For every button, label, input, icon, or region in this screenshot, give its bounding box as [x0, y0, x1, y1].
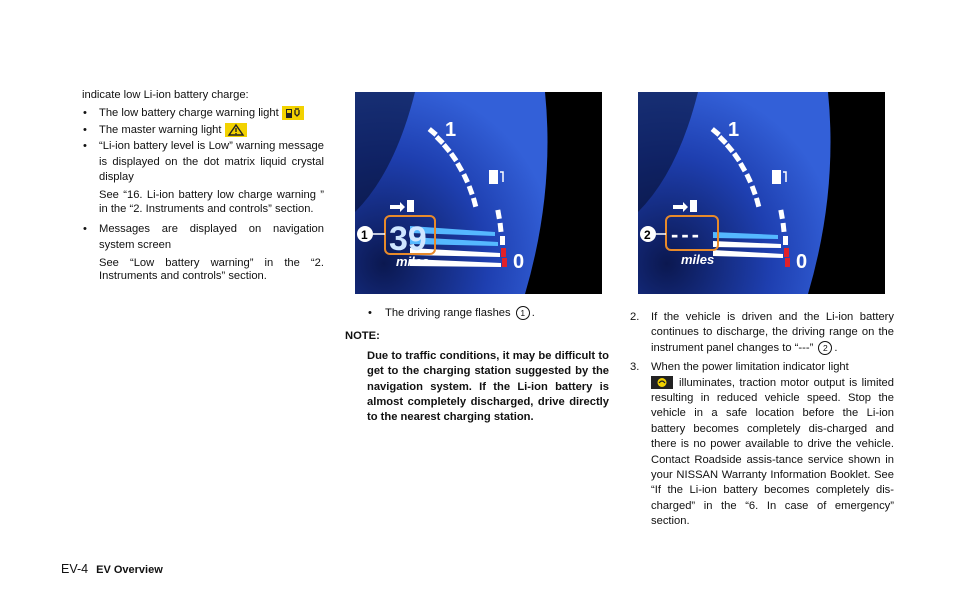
gauge-empty-label: 0 — [796, 251, 808, 273]
bullet-item: • The master warning light — [82, 123, 324, 138]
range-unit: miles — [681, 252, 715, 267]
left-column — [82, 88, 324, 290]
see-reference: See “16. Li-ion battery low charge warning ” in the “2. Instruments and controls” section. — [99, 189, 324, 215]
page-footer — [61, 562, 163, 578]
right-column — [630, 310, 894, 534]
note-heading: NOTE: — [345, 330, 380, 343]
instrument-panel-image-1 — [355, 92, 602, 294]
range-readout: 39 — [389, 220, 427, 258]
instrument-panel-image-2 — [638, 92, 885, 294]
numbered-item-3: 3. When the power limitation indicator light illuminates, traction motor output is limited resulting in reduced vehicle speed. Stop the vehicle in a safe location before the Li-ion battery becomes completely dis-charged and there is no power available to drive the vehicle. Contact Roadside assis-tance service shown in your NISSAN Warranty Information Booklet. See “If the Li-ion battery becomes completely dis-charged” in the “6. In case of emergency” section. — [630, 361, 894, 528]
bullet-item: • The low battery charge warning light — [82, 106, 324, 121]
callout-ref: 2 — [818, 341, 832, 355]
power-limitation-icon — [651, 376, 673, 389]
middle-column — [345, 306, 609, 426]
page-number: EV-4 — [61, 562, 89, 576]
range-unit: miles — [396, 254, 430, 269]
bullet-item: • “Li-ion battery level is Low” warning message is displayed on the dot matrix liquid crystal display — [83, 140, 324, 184]
callout-number: 1 — [361, 228, 368, 242]
section-name: EV Overview — [96, 564, 163, 576]
master-warning-icon — [225, 123, 247, 137]
callout-number: 2 — [644, 228, 651, 242]
bullet-item: • Messages are displayed on navigation system screen — [83, 223, 324, 251]
numbered-item-2: 2. If the vehicle is driven and the Li-ion battery continues to discharge, the driving range on the instrument panel changes to “---” 2 . — [630, 311, 894, 354]
see-reference: See “Low battery warning” in the “2. Instruments and controls” section. — [99, 257, 324, 283]
note-body: Due to traffic conditions, it may be difficult to get to the charging station suggested by the navigation system. If the Li-ion battery is almost completely discharged, drive directly to the nearest charging station. — [367, 349, 609, 424]
bullet-item: • The driving range flashes 1 . — [368, 307, 535, 319]
gauge-full-label: 1 — [728, 119, 740, 141]
gauge-empty-label: 0 — [513, 251, 525, 273]
gauge-full-label: 1 — [445, 119, 457, 141]
range-readout: --- — [671, 222, 702, 247]
low-battery-warning-icon — [282, 106, 304, 120]
intro-text: indicate low Li-ion battery charge: — [82, 89, 249, 101]
callout-ref: 1 — [516, 306, 530, 320]
